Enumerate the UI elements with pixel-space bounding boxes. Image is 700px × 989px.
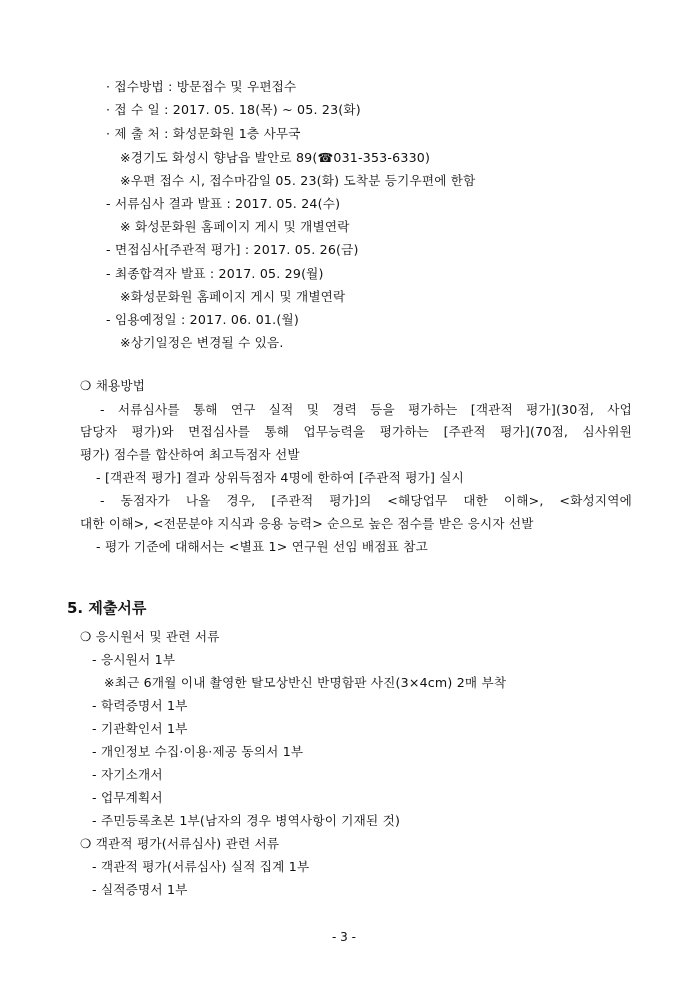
documents-group2-title: ❍ 객관적 평가(서류심사) 관련 서류	[80, 836, 280, 851]
list-item: - 자기소개서	[92, 767, 163, 782]
list-item: - 기관확인서 1부	[92, 721, 188, 736]
selection-para1-line1: - 서류심사를 통해 연구 실적 및 경력 등을 평가하는 [객관적 평가](30점, 사업	[100, 402, 632, 417]
documents-group1-title: ❍ 응시원서 및 관련 서류	[80, 629, 220, 644]
schedule-line-place: · 제 출 처 : 화성문화원 1층 사무국	[106, 126, 301, 141]
selection-bullet-top4: - [객관적 평가] 결과 상위득점자 4명에 한하여 [주관적 평가] 실시	[96, 470, 465, 485]
schedule-line-final: - 최종합격자 발표 : 2017. 05. 29(월)	[106, 266, 324, 281]
schedule-line-doc-result: - 서류심사 결과 발표 : 2017. 05. 24(수)	[106, 196, 341, 211]
list-item: - 실적증명서 1부	[92, 882, 188, 897]
schedule-note-homepage-1: ※ 화성문화원 홈페이지 게시 및 개별연락	[120, 219, 350, 234]
list-item: - 개인정보 수집·이용·제공 동의서 1부	[92, 744, 304, 759]
schedule-note-change: ※상기일정은 변경될 수 있음.	[120, 335, 284, 350]
section-heading-documents: 5. 제출서류	[67, 599, 147, 617]
selection-bullet-criteria: - 평가 기준에 대해서는 <별표 1> 연구원 선임 배점표 참고	[96, 539, 428, 554]
schedule-line-method: · 접수방법 : 방문접수 및 우편접수	[106, 79, 297, 94]
schedule-line-interview: - 면접심사[주관적 평가] : 2017. 05. 26(금)	[106, 242, 359, 257]
list-item: - 업무계획서	[92, 790, 163, 805]
list-item: - 주민등록초본 1부(남자의 경우 병역사항이 기재된 것)	[92, 813, 401, 828]
schedule-note-postal: ※우편 접수 시, 접수마감일 05. 23(화) 도착분 등기우편에 한함	[120, 173, 476, 188]
selection-title: ❍ 채용방법	[80, 378, 146, 393]
selection-para1-line2: 담당자 평가)와 면접심사를 통해 업무능력을 평가하는 [주관적 평가](70점, 심사위원	[80, 424, 632, 439]
list-item: - 학력증명서 1부	[92, 698, 188, 713]
selection-bullet-tie-line1: - 동점자가 나올 경우, [주관적 평가]의 <해당업무 대한 이해>, <화성지역에	[100, 493, 632, 508]
selection-bullet-tie-line2: 대한 이해>, <전문분야 지식과 응용 능력> 순으로 높은 점수를 받은 응시자 선발	[80, 516, 534, 531]
list-item-note-photo: ※최근 6개월 이내 촬영한 탈모상반신 반명함판 사진(3×4cm) 2매 부착	[104, 675, 507, 690]
list-item: - 응시원서 1부	[92, 652, 176, 667]
page-number: - 3 -	[332, 930, 356, 944]
schedule-line-start-date: - 임용예정일 : 2017. 06. 01.(월)	[106, 312, 299, 327]
schedule-line-period: · 접 수 일 : 2017. 05. 18(목) ~ 05. 23(화)	[106, 102, 361, 117]
schedule-note-address: ※경기도 화성시 향남읍 발안로 89(☎031-353-6330)	[120, 150, 431, 165]
schedule-note-homepage-2: ※화성문화원 홈페이지 게시 및 개별연락	[120, 289, 346, 304]
list-item: - 객관적 평가(서류심사) 실적 집계 1부	[92, 859, 310, 874]
selection-para1-line3: 평가) 점수를 합산하여 최고득점자 선발	[80, 447, 300, 462]
